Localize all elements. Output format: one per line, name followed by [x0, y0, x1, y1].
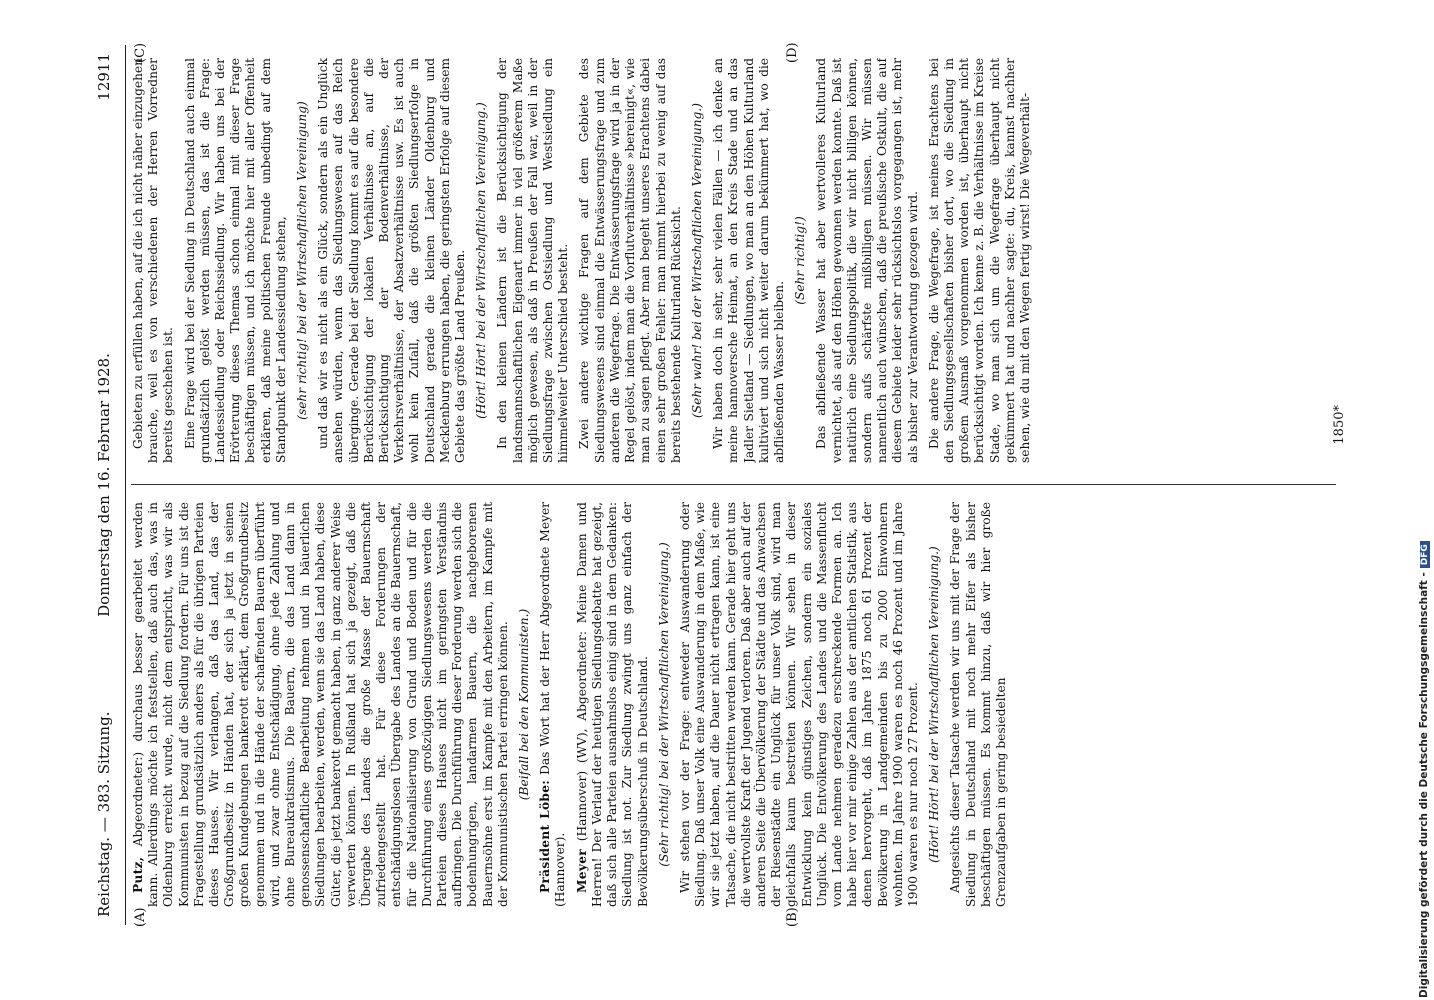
speech-paragraph — [538, 502, 568, 907]
speaker-name: Meyer — [574, 848, 589, 893]
text-paragraph: Die andere Frage, die Wegefrage, ist meines Erachtens bei den Siedlungsgesellschaften bisher dort, wo die Siedlung in großem Ausmaß vorgenommen worden ist, überhaupt nicht berücksichtigt worden. Ich kenne z. B. die Verhältnisse im Kreise Stade, wo man sich um die Wegefrage überhaupt nicht gekümmert hat und nachher sagte: du, Kreis, kannst nachher sehen, wie du mit den Wegen fertig wirst! Die Wegeverhält- — [926, 58, 1032, 463]
margin-marker-d: (D) — [785, 42, 800, 63]
margin-marker-c: (C) — [133, 42, 148, 63]
speaker-name: Präsident Löbe: — [538, 779, 553, 893]
text-paragraph: Wir haben doch in sehr, sehr vielen Fällen — ich denke an meine hannoversche Heimat, an den Kreis Stade und an das Jadler Sietland — Siedlungen, wo man an den Höhen Kulturland kultiviert und sich nicht weiter darum bekümmert hat, wo die abfließenden Wasser bleiben. — [711, 58, 786, 463]
stage-direction: (Hört! Hört! bei der Wirtschaftlichen Vereinigung.) — [927, 546, 942, 863]
column-divider — [131, 484, 1336, 485]
margin-marker-a: (A) — [133, 907, 148, 927]
margin-marker-b: (B) — [785, 907, 800, 927]
text-paragraph: Wir stehen vor der Frage: entweder Auswanderung oder Siedlung. Daß unser Volk eine Auswanderung in dem Maße, wie wir sie jetzt haben, auf die Dauer nicht ertragen kann, ist eine Tatsache, die nicht bestritten werden kann. Gerade hier geht uns die wertvollste Kraft der Jugend verloren. Daß aber auch auf der anderen Seite die Übervölkerung der Städte und das Anwachsen der Riesenstädte ein Unglück für unser Volk sind, wird man gleichfalls kaum bestreiten können. Wir sehen in dieser Entwicklung kein günstiges Zeichen, sondern ein soziales Unglück. Die Entvölkerung des Landes und die Massenflucht vom Lande nehmen geradezu erschreckende Formen an. Ich habe hier vor mir einige Zahlen aus der amtlichen Statistik, aus denen hervorgeht, daß im Jahre 1875 noch 61 Prozent der Bevölkerung in Landgemeinden bis zu 2000 Einwohnern wohnten. Im Jahre 1900 waren es noch 46 Prozent und im Jahre 1900 waren es nur noch 27 Prozent. — [677, 502, 920, 907]
speech-text: Abgeordneter:) durchaus besser gearbeitet werden kann. Allerdings möchte ich feststellen, daß auch das, was in Oldenburg erreicht wurde, nicht dem entspricht, was wir als Kommunisten in bezug auf die Siedlung fordern. Für uns ist die Fragestellung grundsätzlich anders als für die übrigen Parteien dieses Hauses. Wir verlangen, daß das Land, das der Großgrundbesitz in Händen hat, der sich ja jetzt in seinen großen Kundgebungen bankerott erklärt, dem Großgrundbesitz genommen und in die Hände der schaffenden Bauern überführt wird, und zwar ohne Entschädigung, ohne jede Zahlung und ohne Bureaukratismus. Die Bauern, die das Land dann in genossenschaftliche Bearbeitung nehmen und in bäuerlichen Siedlungen bearbeiten, werden, wenn sie das Land haben, diese Güter, die jetzt bankerott gemacht haben, in ganz anderer Weise verwerten können. In Rußland hat sich ja gezeigt, daß die Übergabe des Landes die große Masse der Bauernschaft zufriedengestellt hat. Für diese Forderungen der entschädigungslosen Übergabe des Landes an die Bauernschaft, für die Nationalisierung von Grund und Boden und für die Durchführung eines großzügigen Siedlungswesens werden die Parteien dieses Hauses nicht im geringsten Verständnis aufbringen. Die Durchführung dieser Forderung werden sich die bodenhungrigen, landarmen Bauern, die nachgeborenen Bauernsöhne erst im Kampfe mit den Arbeitern, im Kampfe mit der Kommunistischen Partei erringen können. — [131, 502, 510, 907]
text-paragraph: In den kleinen Ländern ist die Berücksichtigung der landsmannschaftlichen Eigenart immer in viel größerem Maße möglich gewesen, als daß in Preußen der Fall war, weil in der Siedlungsfrage zwischen Ostsiedlung und Westsiedlung ein himmelweiter Unterschied besteht. — [495, 58, 571, 463]
dfg-logo: DFG — [1420, 541, 1430, 568]
left-column — [131, 502, 1336, 907]
text-paragraph: und daß wir es nicht als ein Glück, sondern als ein Unglück ansehen würden, wenn das Siedlungswesen auf das Reich überginge. Gerade bei der Siedlung kommt es auf die besondere Berücksichtigung der lokalen Verhältnisse an, auf die Berücksichtigung der Bodenverhältnisse, der Verkehrsverhältnisse, der Absatzverhältnisse usw. Es ist auch wohl kein Zufall, daß die größten Siedlungserfolge in Deutschland gerade die kleinen Länder Oldenburg und Mecklenburg errungen haben, die geringsten Erfolge auf diesem Gebiete das größte Land Preußen. — [316, 58, 468, 463]
header-date: Donnerstag den 16. Februar 1928. — [95, 353, 113, 617]
footer-number: 1850* — [1332, 405, 1347, 445]
speech-paragraph — [575, 502, 651, 907]
stage-direction: (Hört! Hört! bei der Wirtschaftlichen Vereinigung.) — [474, 102, 489, 419]
text-paragraph: Gebieten zu erfüllen haben, auf die ich nicht näher einzugehen brauche, weil es von verschiedenen der Herren Vorredner bereits geschehen ist. — [131, 58, 176, 463]
rotated-page-scan — [85, 42, 1347, 927]
digitization-credit — [1418, 541, 1430, 998]
speech-paragraph — [131, 502, 511, 907]
text-paragraph: Das abfließende Wasser hat aber wertvolleres Kulturland vernichtet, als auf den Höhen gewonnen werden konnte. Daß ist natürlich eine Siedlungspolitik, die wir nicht billigen können, sondern aufs schärfste mißbilligen müssen. Wir müssen namentlich auch wünschen, daß die preußische Ostkult, die auf diesem Gebiete leider sehr rücksichtslos vorgegangen ist, mehr als bisher zur Verantwortung gezogen wird. — [814, 58, 920, 463]
text-paragraph: Eine Frage wird bei der Siedlung in Deutschland auch einmal grundsätzlich gelöst werden müssen, das ist die Frage: Landessiedlung oder Reichssiedlung. Wir haben uns bei der Erörterung dieses Themas schon einmal mit dieser Frage beschäftigen müssen, und ich möchte hier mit aller Offenheit erklären, daß meine politischen Freunde unbedingt auf dem Standpunkt der Landessiedlung stehen, — [182, 58, 288, 463]
credit-text: Digitalisierung gefördert durch die Deutsche Forschungsgemeinschaft - — [1418, 572, 1430, 998]
stage-direction: (sehr richtig! bei der Wirtschaftlichen Vereinigung) — [295, 101, 310, 420]
page-header — [85, 45, 126, 925]
speaker-name: Putz, — [131, 856, 145, 893]
right-column — [131, 58, 1336, 463]
text-paragraph: Angesichts dieser Tatsache werden wir uns mit der Frage der Siedlung in Deutschland mit noch mehr Eifer als bisher beschäftigen müssen. Es kommt hinzu, daß wir hier große Grenzaufgaben in gering besiedelten — [948, 502, 1008, 907]
speech-text: (Hannover) (WV), Abgeordneter: Meine Damen und Herren! Der Verlauf der heutigen Siedlungsdebatte hat gezeigt, daß sich alle Parteien ausnahmslos einig sind in dem Gedanken: Siedlung ist not. Zur Siedlung zwingt uns ganz einfach der Bevölkerungsüberschuß in Deutschland. — [574, 502, 650, 907]
page-number: 12911 — [95, 53, 113, 101]
text-paragraph: Zwei andere wichtige Fragen auf dem Gebiete des Siedlungswesens sind einmal die Entwässerungsfrage und zum anderen die Wegefrage. Die Entwässerungsfrage wird ja in der Regel gelöst, indem man die Vorflutverhältnisse »bereinigt«, wie man zu sagen pflegt. Aber man begeht unseres Erachtens dabei einen sehr großen Fehler: man nimmt hierbei zu wenig auf das bereits bestehende Kulturland Rücksicht. — [577, 58, 683, 463]
speech-text: Das Wort hat der Herr Abgeordnete Meyer (Hannover). — [538, 502, 568, 907]
stage-direction: (Beifall bei den Kommunisten.) — [517, 608, 532, 801]
stage-direction: (Sehr wahr! bei der Wirtschaftlichen Vereinigung.) — [689, 103, 704, 418]
stage-direction: (Sehr richtig! bei der Wirtschaftlichen Vereinigung.) — [656, 542, 671, 867]
header-left: Reichstag. — 383. Sitzung. — [95, 711, 113, 917]
stage-direction: (Sehr richtig!) — [793, 216, 808, 305]
